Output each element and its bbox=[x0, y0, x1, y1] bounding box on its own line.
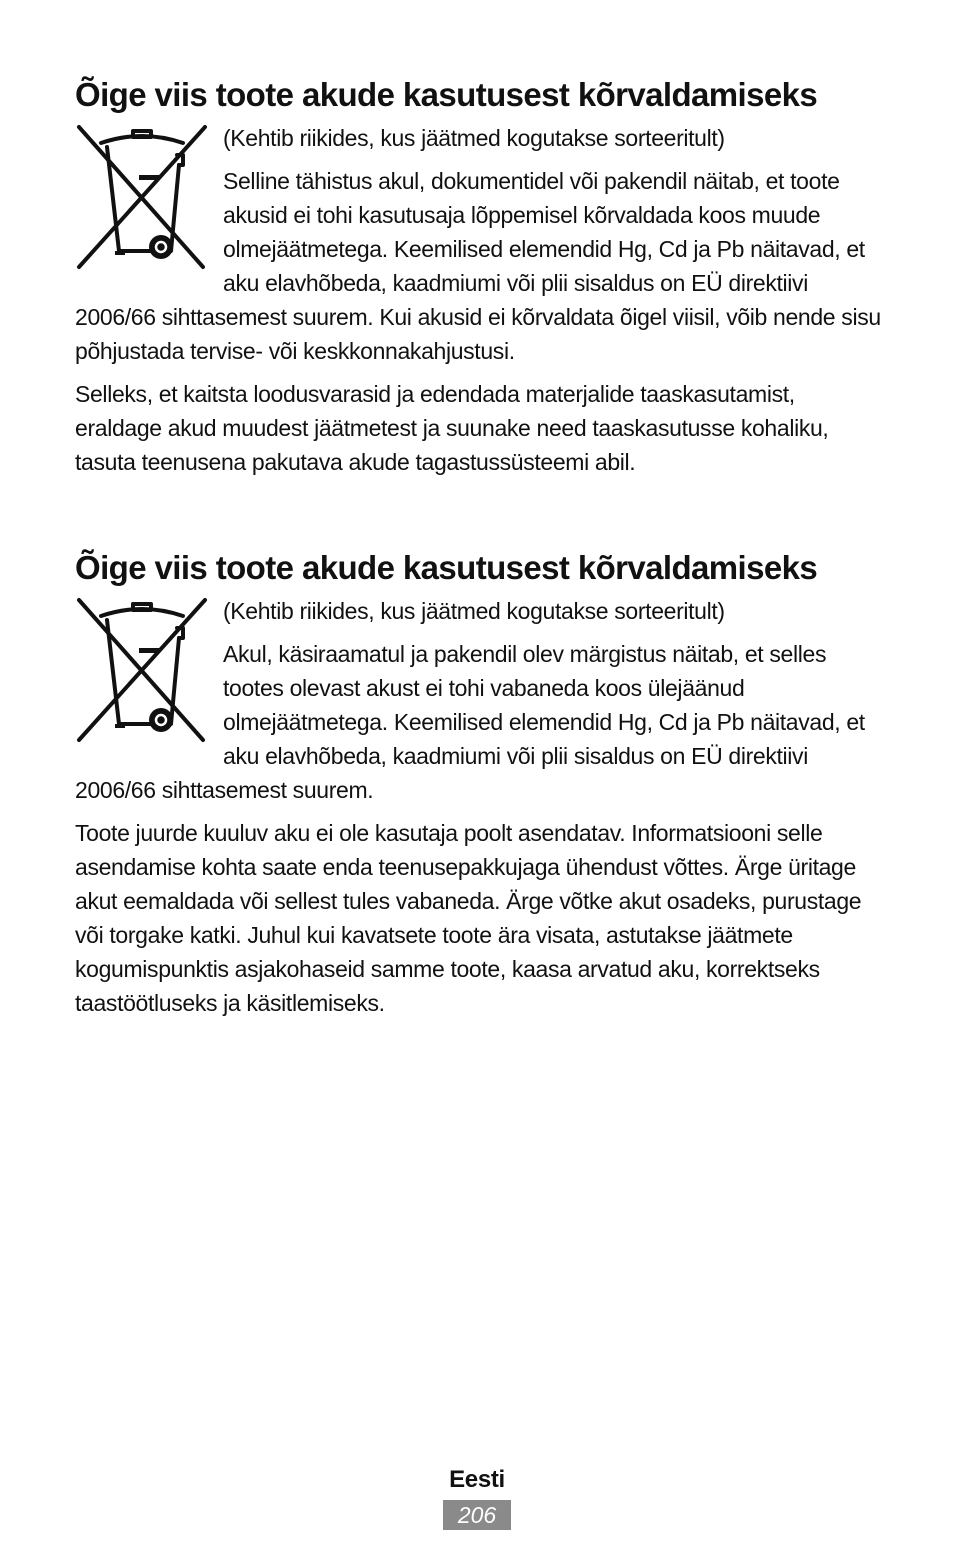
disposal-paragraph-1: Akul, käsiraamatul ja pakendil olev märgistus näitab, et selles tootes olevast akust ei tohi vabaneda koos ülejäänud olmejäätmetega. Keemilised elemendid Hg, Cd ja Pb näitavad, et aku elavhõbeda, kaadmiumi või plii sisaldus on EÜ direktiivi 2006/66 sihttasemest suurem. bbox=[75, 641, 865, 803]
page-number: 206 bbox=[443, 1500, 511, 1530]
section-heading: Õige viis toote akude kasutusest kõrvaldamiseks bbox=[75, 549, 818, 586]
crossed-out-wheelie-bin-icon bbox=[75, 596, 209, 744]
crossed-out-wheelie-bin-icon bbox=[75, 123, 209, 271]
applicability-note: (Kehtib riikides, kus jäätmed kogutakse sorteeritult) bbox=[223, 598, 725, 624]
battery-disposal-section-1 bbox=[75, 73, 885, 488]
applicability-note: (Kehtib riikides, kus jäätmed kogutakse sorteeritult) bbox=[223, 125, 725, 151]
battery-disposal-section-2 bbox=[75, 546, 885, 1029]
footer-language: Eesti bbox=[449, 1466, 505, 1493]
section-heading: Õige viis toote akude kasutusest kõrvaldamiseks bbox=[75, 76, 818, 113]
disposal-paragraph-2: Selleks, et kaitsta loodusvarasid ja edendada materjalide taaskasutamist, eraldage akud muudest jäätmetest ja suunake need taaskasutusse kohaliku, tasuta teenusena pakutava akude tagastussüsteemi abil. bbox=[75, 381, 829, 475]
disposal-paragraph-2: Toote juurde kuuluv aku ei ole kasutaja poolt asendatav. Informatsiooni selle asendamise kohta saate enda teenusepakkujaga ühendust võttes. Ärge üritage akut eemaldada või sellest tules vabaneda. Ärge võtke akut osadeks, purustage või torgake katki. Juhul kui kavatsete toote ära visata, astutakse jäätmete kogumispunktis asjakohaseid samme toote, kaasa arvatud aku, korrektseks taastöötluseks ja käsitlemiseks. bbox=[75, 820, 862, 1016]
page-footer bbox=[0, 1462, 954, 1530]
disposal-paragraph-1: Selline tähistus akul, dokumentidel või pakendil näitab, et toote akusid ei tohi kasutusaja lõppemisel kõrvaldada koos muude olmejäätmetega. Keemilised elemendid Hg, Cd ja Pb näitavad, et aku elavhõbeda, kaadmiumi või plii sisaldus on EÜ direktiivi 2006/66 sihttasemest suurem. Kui akusid ei kõrvaldata õigel viisil, võib nende sisu põhjustada tervise- või keskkonnakahjustusi. bbox=[75, 168, 881, 364]
